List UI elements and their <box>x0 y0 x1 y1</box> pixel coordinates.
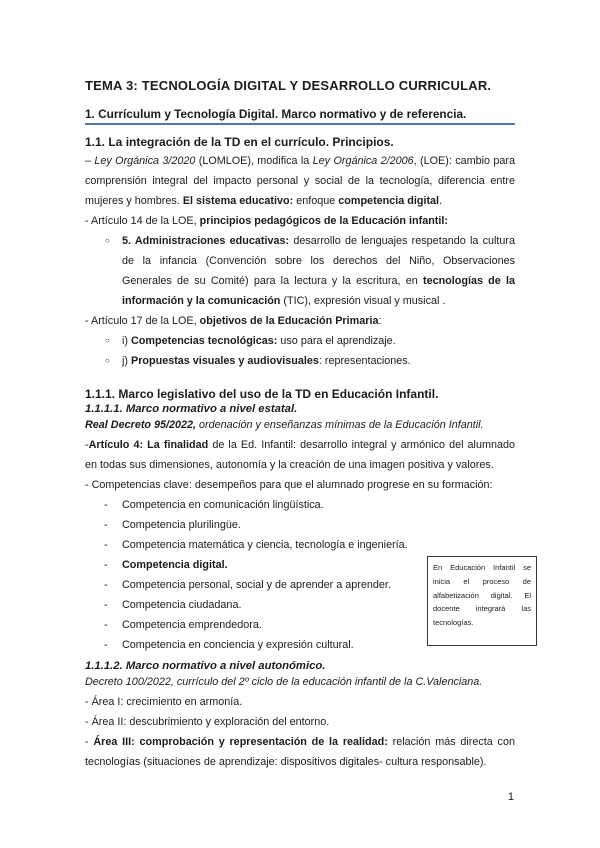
bullet-item-administraciones <box>85 231 515 311</box>
text-run: Competencia emprendedora. <box>122 619 262 631</box>
text-run: objetivos de la Educación Primaria <box>199 315 379 327</box>
text-run: (TIC), expresión visual y musical . <box>283 295 446 307</box>
circle-bullet-icon: ○ <box>105 356 110 365</box>
paragraph-articulo-14 <box>85 211 515 231</box>
text-run: i) <box>122 335 131 347</box>
text-run: relación más directa con tecnologías (situaciones de aprendizaje: dispositivos digitales- cultura responsable). <box>85 736 515 768</box>
note-text: En Educación Infantil se inicia el proceso de alfabetización digital. El docente integrará las tecnologías. <box>433 563 531 628</box>
circle-bullet-icon: ○ <box>105 336 110 345</box>
text-run: de la Ed. Infantil: desarrollo integral y armónico del alumnado en todas sus dimensiones, autonomía y la creación de una imagen positiva y valores. <box>85 439 515 471</box>
heading-seccion-1-1-1-1: 1.1.1.1. Marco normativo a nivel estatal. <box>85 403 298 415</box>
paragraph-area-1: - Área I: crecimiento en armonía. <box>85 696 243 708</box>
text-run: - Artículo 14 de la LOE, <box>85 215 200 227</box>
text-run: j) <box>122 355 131 367</box>
text-run: El sistema educativo: <box>182 195 294 207</box>
text-run: Ley Orgánica 3/2020 <box>94 155 196 167</box>
text-run: - <box>85 736 94 748</box>
text-run: Real Decreto 95/2022, <box>85 419 200 431</box>
text-run: , (LOE): cambio para comprensión integral del impacto personal y social de la tecnología, diferencia entre mujeres y hombres. <box>85 155 515 207</box>
text-run: 5. Administraciones educativas: <box>122 235 294 247</box>
list-item-competencia <box>85 515 515 535</box>
paragraph-area-2: - Área II: descubrimiento y exploración del entorno. <box>85 716 330 728</box>
text-run: Competencia en conciencia y expresión cultural. <box>122 639 354 651</box>
dash-bullet-icon: - <box>104 539 108 551</box>
paragraph-articulo-17 <box>85 311 515 331</box>
text-run: : <box>378 315 382 327</box>
paragraph-real-decreto-95 <box>85 415 515 435</box>
text-run: Competencia matemática y ciencia, tecnología e ingeniería. <box>122 539 408 551</box>
bullet-text <box>122 351 515 371</box>
text-run: – <box>85 155 95 167</box>
text-run: ordenación y enseñanzas mínimas de la Educación Infantil. <box>199 419 484 431</box>
bullet-item-competencias-tecnologicas <box>85 331 515 351</box>
page-number: 1 <box>507 791 514 803</box>
paragraph-area-3 <box>85 732 515 772</box>
text-run: . <box>439 195 443 207</box>
text-run: Competencia plurilingüe. <box>122 519 241 531</box>
dash-bullet-icon: - <box>104 519 108 531</box>
text-run: principios pedagógicos de la Educación infantil: <box>199 215 449 227</box>
note-box <box>427 556 537 646</box>
paragraph-competencias-clave: - Competencias clave: desempeños para que el alumnado progrese en su formación: <box>85 479 493 491</box>
list-item-label <box>122 535 515 555</box>
document-title: TEMA 3: TECNOLOGÍA DIGITAL Y DESARROLLO CURRICULAR. <box>85 78 492 93</box>
text-run: uso para el aprendizaje. <box>277 335 396 347</box>
heading-seccion-1-1: 1.1. La integración de la TD en el currículo. Principios. <box>85 135 394 149</box>
heading-seccion-1: 1. Currículum y Tecnología Digital. Marco normativo y de referencia. <box>85 107 515 125</box>
heading-seccion-1-1-1-2: 1.1.1.2. Marco normativo a nivel autonómico. <box>85 660 326 672</box>
paragraph-decreto-100: Decreto 100/2022, currículo del 2º ciclo de la educación infantil de la C.Valenciana. <box>85 676 483 688</box>
list-item-competencia <box>85 495 515 515</box>
text-run: Competencia ciudadana. <box>122 599 242 611</box>
text-run: Competencias tecnológicas: <box>131 335 278 347</box>
text-run: Artículo 4: La finalidad <box>88 439 213 451</box>
dash-bullet-icon: - <box>104 499 108 511</box>
dash-bullet-icon: - <box>104 599 108 611</box>
text-run: : representaciones. <box>318 355 411 367</box>
text-run: competencia digital <box>338 195 440 207</box>
dash-bullet-icon: - <box>104 639 108 651</box>
heading-seccion-1-1-1: 1.1.1. Marco legislativo del uso de la TD en Educación Infantil. <box>85 387 439 401</box>
text-run: - Artículo 17 de la LOE, <box>85 315 200 327</box>
text-run: desarrollo de lenguajes respetando la cultura de la infancia (Convención sobre los derechos del Niño, Observaciones Generales de su Comité) para la lectura y la escritura, en <box>122 235 515 287</box>
list-item-label <box>122 495 515 515</box>
dash-bullet-icon: - <box>104 579 108 591</box>
text-run: Competencia en comunicación lingüística. <box>122 499 324 511</box>
text-run: - <box>85 439 89 451</box>
bullet-text <box>122 231 515 311</box>
bullet-text <box>122 331 515 351</box>
list-item-label <box>122 515 515 535</box>
text-run: (LOMLOE), modifica la <box>195 155 313 167</box>
list-item-competencia <box>85 535 515 555</box>
paragraph-articulo-4 <box>85 435 515 475</box>
text-run: tecnologías de la información y la comunicación <box>122 275 515 307</box>
text-run: Ley Orgánica 2/2006 <box>312 155 414 167</box>
text-run: enfoque <box>293 195 339 207</box>
dash-bullet-icon: - <box>104 559 108 571</box>
paragraph-lomloe <box>85 151 515 211</box>
text-run: Competencia digital. <box>122 559 228 571</box>
bullet-item-propuestas-visuales <box>85 351 515 371</box>
circle-bullet-icon: ○ <box>105 236 110 245</box>
dash-bullet-icon: - <box>104 619 108 631</box>
text-run: Propuestas visuales y audiovisuales <box>131 355 319 367</box>
text-run: Área III: comprobación y representación de la realidad: <box>93 736 393 748</box>
text-run: Competencia personal, social y de aprender a aprender. <box>122 579 391 591</box>
